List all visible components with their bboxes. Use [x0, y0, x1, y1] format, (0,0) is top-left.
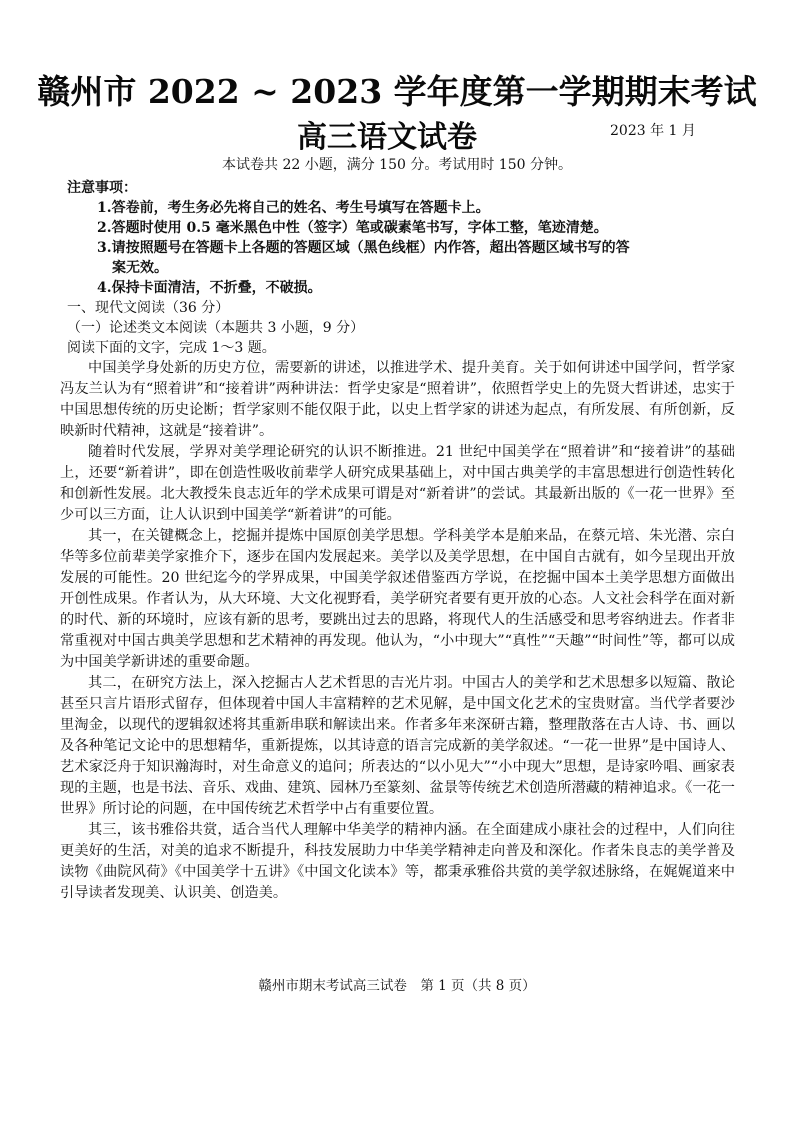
passage-paragraph: 中国美学身处新的历史方位，需要新的讲述，以推进学术、提升美育。关于如何讲述中国学问，哲学家冯友兰认为有“照着讲”和“接着讲”两种讲法：哲学史家是“照着讲”，依照哲学史上的先贤大哲讲述，忠实于中国思想传统的历史论断；哲学家则不能仅限于此，以史上哲学家的讲述为起点，有所发展、有所创新，反映新时代精神，这就是“接着讲”。	[60, 360, 735, 439]
notes-item: 2.答题时使用 0.5 毫米黑色中性（签字）笔或碳素笔书写，字体工整，笔迹清楚。	[97, 220, 608, 236]
passage	[60, 358, 735, 904]
reading-instruction: 阅读下面的文字，完成 1～3 题。	[67, 340, 276, 356]
passage-paragraph: 其三，该书雅俗共赏，适合当代人理解中华美学的精神内涵。在全面建成小康社会的过程中，人们向往更美好的生活，对美的追求不断提升，科技发展助力中华美学精神走向普及和深化。作者朱良志的美学普及读物《曲院风荷》《中国美学十五讲》《中国文化读本》等，都秉承雅俗共赏的美学叙述脉络，在娓娓道来中引导读者发现美、认识美、创造美。	[60, 822, 735, 901]
notes-item: 3.请按照题号在答题卡上各题的答题区域（黑色线框）内作答，超出答题区域书写的答	[97, 240, 630, 256]
exam-subtitle: 高三语文试卷	[297, 120, 477, 155]
passage-paragraph: 随着时代发展，学界对美学理论研究的认识不断推进。21 世纪中国美学在“照着讲”和“接着讲”的基础上，还要“新着讲”，即在创造性吸收前辈学人研究成果基础上，对中国古典美学的丰富思想进行创造性转化和创新性发展。北大教授朱良志近年的学术成果可谓是对“新着讲”的尝试。其最新出版的《一花一世界》至少可以三方面，让人认识到中国美学“新着讲”的可能。	[60, 444, 735, 523]
notes-heading: 注意事项：	[67, 180, 137, 196]
exam-date: 2023 年 1 月	[610, 123, 696, 139]
passage-paragraph: 其二，在研究方法上，深入挖掘古人艺术哲思的吉光片羽。中国古人的美学和艺术思想多以短篇、散论甚至只言片语形式留存，但体现着中国人丰富精粹的艺术见解，是中国文化艺术的宝贵财富。当代学者要沙里淘金，以现代的逻辑叙述将其重新串联和解读出来。作者多年来深研古籍，整理散落在古人诗、书、画以及各种笔记文论中的思想精华，重新提炼，以其诗意的语言完成新的美学叙述。“一花一世界”是中国诗人、艺术家泛舟于知识瀚海时，对生命意义的追问；所表达的“以小见大”“小中现大”思想，是诗家吟唱、画家表现的主题，也是书法、音乐、戏曲、建筑、园林乃至篆刻、盆景等传统艺术创造所潜藏的精神追求。《一花一世界》所讨论的问题，在中国传统艺术哲学中占有重要位置。	[60, 675, 735, 817]
exam-title: 赣州市 2022 ~ 2023 学年度第一学期期末考试	[37, 72, 757, 111]
notes-item: 1.答卷前，考生务必先将自己的姓名、考生号填写在答题卡上。	[97, 200, 490, 216]
notes-item: 案无效。	[112, 260, 168, 276]
passage-paragraph: 其一，在关键概念上，挖掘并提炼中国原创美学思想。学科美学本是舶来品，在蔡元培、朱光潜、宗白华等多位前辈美学家推介下，逐步在国内发展起来。美学以及美学思想，在中国自古就有，如今呈现出开放发展的可能性。20 世纪迄今的学界成果，中国美学叙述借鉴西方学说，在挖掘中国本土美学思想方面做出开创性成果。作者认为，从大环境、大文化视野看，美学研究者要有更开放的心态。人文社会科学在面对新的时代、新的环境时，应该有新的思考，要跳出过去的思路，将现代人的生活感受和思考容纳进去。作者非常重视对中国古典美学思想和艺术精神的再发现。他认为，“小中现大”“真性”“天趣”“时间性”等，都可以成为中国美学新讲述的重要命题。	[60, 528, 735, 670]
page-footer: 赣州市期末考试高三试卷 第 1 页（共 8 页）	[258, 978, 536, 994]
subsection-heading: （一）论述类文本阅读（本题共 3 小题，9 分）	[67, 320, 365, 336]
section-heading: 一、现代文阅读（36 分）	[67, 300, 230, 316]
notes-item: 4.保持卡面清洁，不折叠，不破损。	[97, 280, 322, 296]
exam-meta: 本试卷共 22 小题，满分 150 分。考试用时 150 分钟。	[222, 157, 572, 173]
